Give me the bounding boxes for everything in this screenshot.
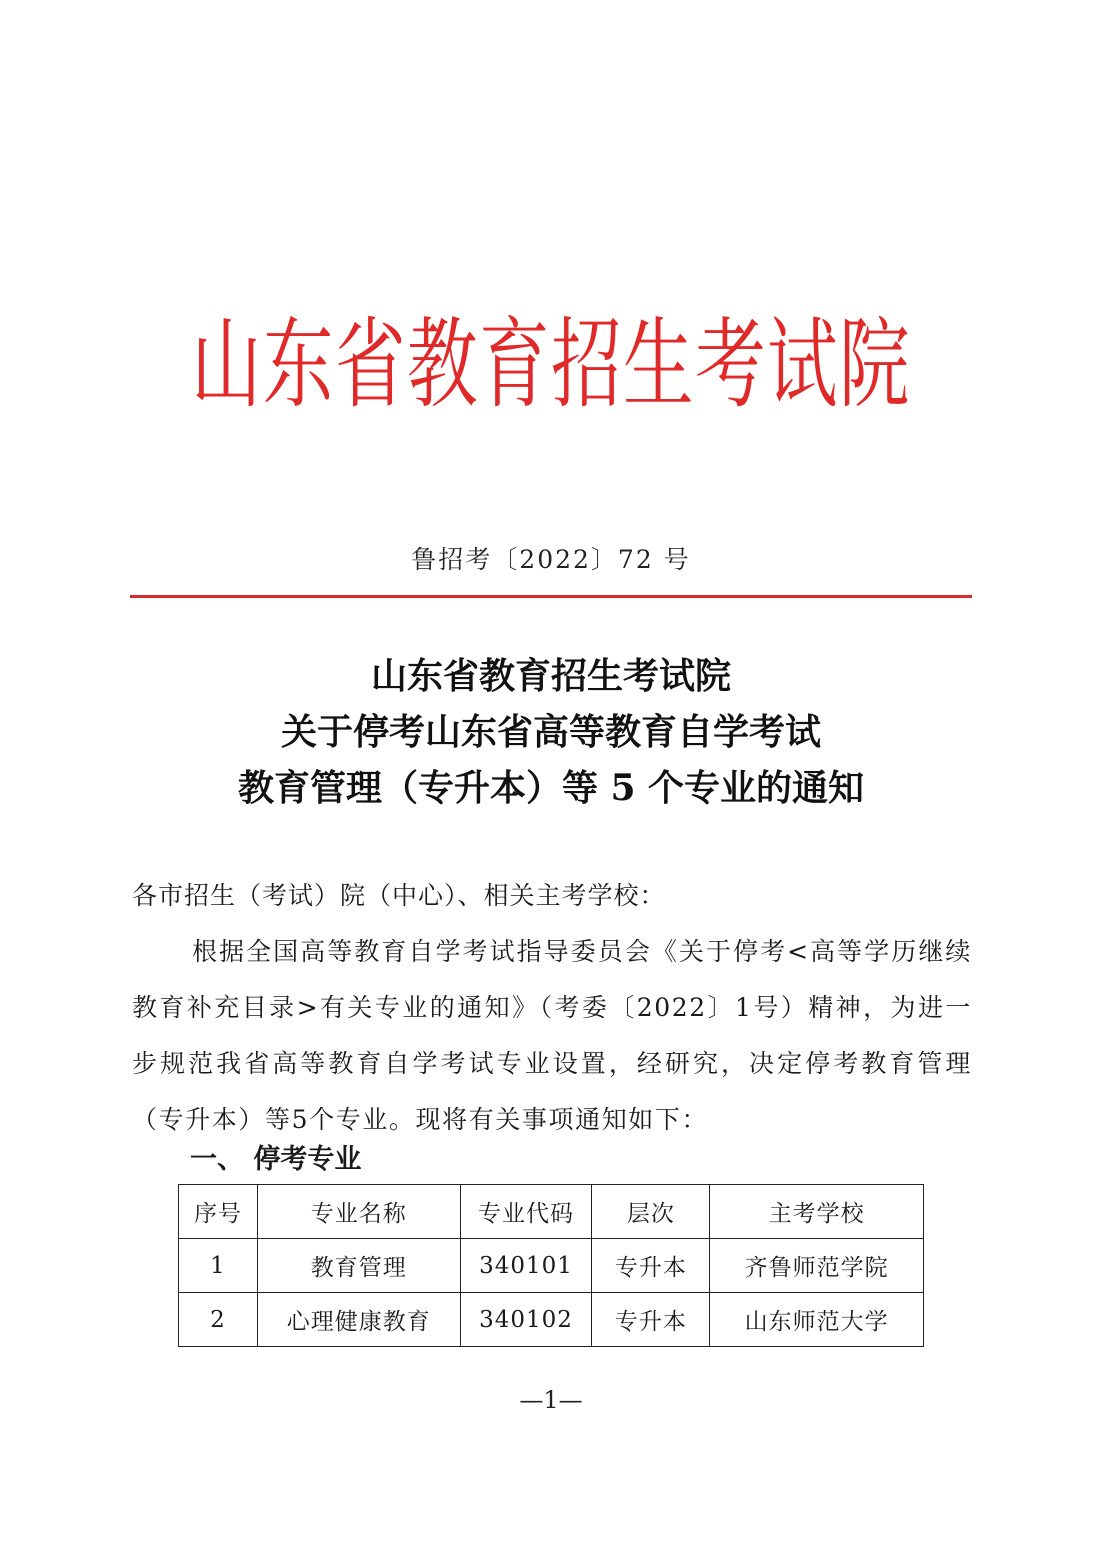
- document-number: 鲁招考〔2022〕72 号: [411, 545, 691, 574]
- salutation: 各市招生（考试）院（中心）、相关主考学校：: [132, 881, 666, 910]
- notice-body: [132, 868, 972, 1148]
- cell-seq: 1: [179, 1239, 258, 1293]
- red-divider-line: [130, 595, 972, 598]
- header-seq: 序号: [179, 1185, 258, 1239]
- body-paragraph: 根据全国高等教育自学考试指导委员会《关于停考<高等学历继续教育补充目录>有关专业的通知》（考委〔2022〕1号）精神，为进一步规范我省高等教育自学考试专业设置，经研究，决定停考教育管理（专升本）等5个专业。现将有关事项通知如下：: [132, 937, 972, 1134]
- notice-title-line-3: 教育管理（专升本）等 5 个专业的通知: [237, 767, 865, 809]
- notice-title-line-2: 关于停考山东省高等教育自学考试: [280, 711, 821, 753]
- notice-title-line-1: 山东省教育招生考试院: [370, 655, 731, 697]
- section-heading-suspended-majors: 一、 停考专业: [190, 1144, 362, 1175]
- table-header-row: [179, 1185, 924, 1239]
- notice-title: [0, 648, 1102, 816]
- cell-level: 专升本: [592, 1239, 710, 1293]
- cell-major-code: 340101: [460, 1239, 592, 1293]
- page-number: —1—: [519, 1386, 583, 1414]
- header-major-code: 专业代码: [460, 1185, 592, 1239]
- table-row: [179, 1293, 924, 1347]
- suspended-majors-table: [178, 1184, 924, 1347]
- cell-school: 山东师范大学: [710, 1293, 924, 1347]
- cell-major-name: 教育管理: [257, 1239, 460, 1293]
- cell-major-name: 心理健康教育: [257, 1293, 460, 1347]
- cell-seq: 2: [179, 1293, 258, 1347]
- header-school: 主考学校: [710, 1185, 924, 1239]
- masthead-title: 山东省教育招生考试院: [190, 308, 911, 422]
- header-major-name: 专业名称: [257, 1185, 460, 1239]
- table-row: [179, 1239, 924, 1293]
- header-level: 层次: [592, 1185, 710, 1239]
- cell-major-code: 340102: [460, 1293, 592, 1347]
- cell-school: 齐鲁师范学院: [710, 1239, 924, 1293]
- cell-level: 专升本: [592, 1293, 710, 1347]
